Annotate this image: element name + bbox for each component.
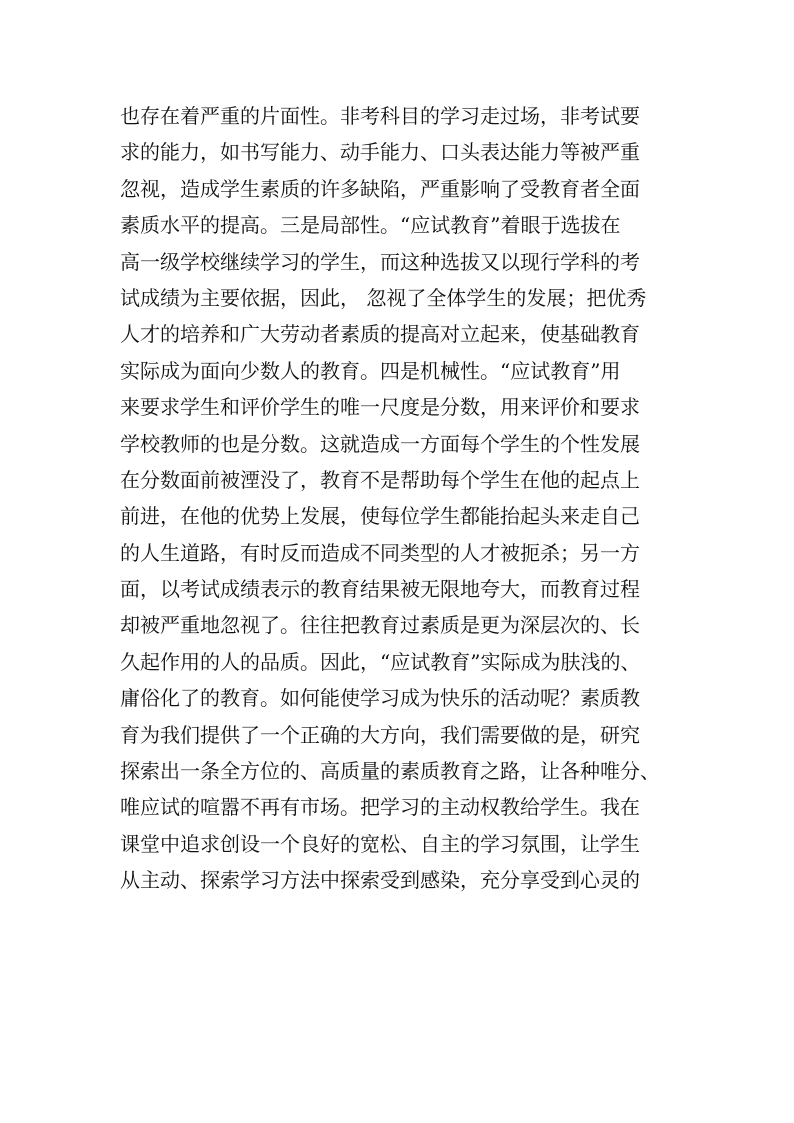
- text-line-10: 学校教师的也是分数。这就造成一方面每个学生的个性发展: [120, 431, 640, 456]
- text-line-12: 前进，在他的优势上发展，使每位学生都能抬起头来走自己: [120, 504, 640, 529]
- text-line-8: 实际成为面向少数人的教育。四是机械性。“应试教育”用: [120, 358, 621, 383]
- text-line-17: 庸俗化了的教育。如何能使学习成为快乐的活动呢？素质教: [120, 686, 640, 711]
- text-line-5: 高一级学校继续学习的学生，而这种选拔又以现行学科的考: [120, 249, 640, 274]
- text-line-16: 久起作用的人的品质。因此，“应试教育”实际成为肤浅的、: [120, 649, 641, 674]
- text-line-19: 探索出一条全方位的、高质量的素质教育之路，让各种唯分、: [120, 759, 660, 784]
- text-line-14: 面，以考试成绩表示的教育结果被无限地夸大，而教育过程: [120, 577, 640, 602]
- text-line-18: 育为我们提供了一个正确的大方向，我们需要做的是，研究: [120, 722, 640, 747]
- text-line-1: 也存在着严重的片面性。非考科目的学习走过场，非考试要: [120, 104, 640, 128]
- text-line-22: 从主动、探索学习方法中探索受到感染，充分享受到心灵的: [120, 868, 640, 893]
- text-line-13: 的人生道路，有时反而造成不同类型的人才被扼杀；另一方: [120, 540, 640, 565]
- text-line-15: 却被严重地忽视了。往往把教育过素质是更为深层次的、长: [120, 613, 640, 638]
- text-line-9: 来要求学生和评价学生的唯一尺度是分数，用来评价和要求: [120, 395, 640, 420]
- text-line-2: 求的能力，如书写能力、动手能力、口头表达能力等被严重: [120, 140, 640, 165]
- text-line-6: 试成绩为主要依据，因此， 忽视了全体学生的发展；把优秀: [120, 285, 647, 310]
- text-line-7: 人才的培养和广大劳动者素质的提高对立起来，使基础教育: [120, 322, 640, 347]
- text-line-11: 在分数面前被湮没了，教育不是帮助每个学生在他的起点上: [120, 467, 640, 492]
- body-text: [120, 98, 680, 899]
- text-line-21: 课堂中追求创设一个良好的宽松、自主的学习氛围，让学生: [120, 831, 640, 856]
- text-line-4: 素质水平的提高。三是局部性。“应试教育”着眼于选拔在: [120, 213, 621, 238]
- text-line-3: 忽视，造成学生素质的许多缺陷，严重影响了受教育者全面: [120, 176, 640, 201]
- text-line-20: 唯应试的喧嚣不再有市场。把学习的主动权教给学生。我在: [120, 795, 640, 820]
